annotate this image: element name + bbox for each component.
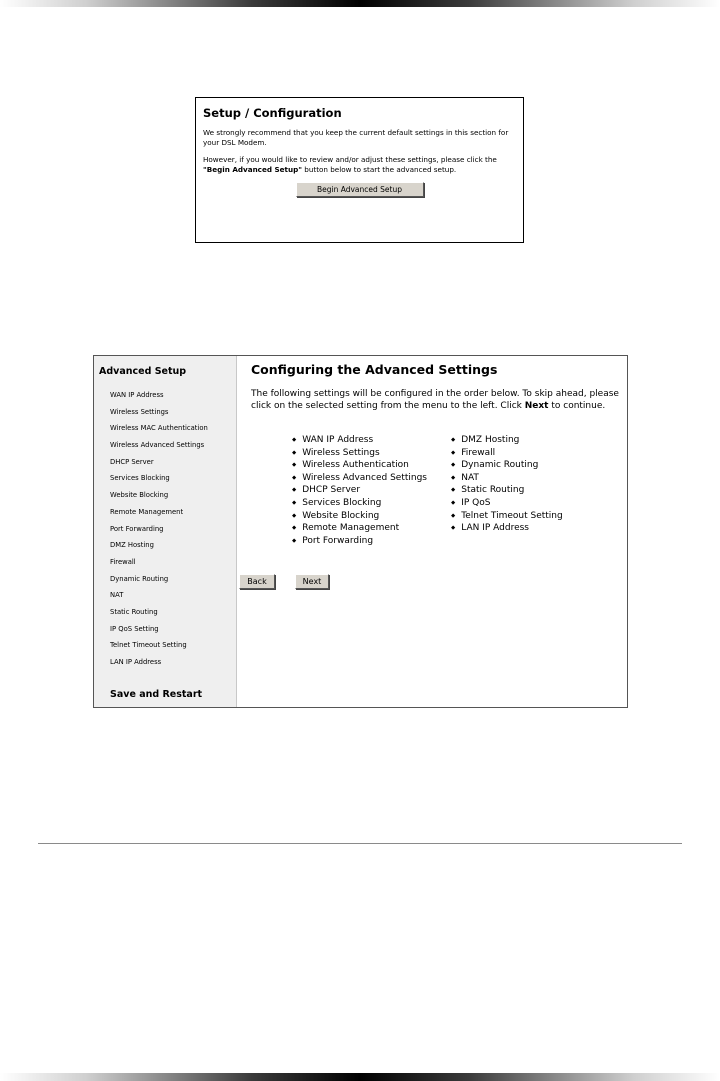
settings-list-item: ◆ Telnet Timeout Setting [451, 511, 563, 524]
advanced-setup-sidebar [94, 356, 237, 707]
settings-list-item: ◆ Dynamic Routing [451, 460, 563, 473]
setup-paragraph-2-text: However, if you would like to review and/or adjust these settings, please click the [203, 155, 497, 165]
setup-paragraph-1: We strongly recommend that you keep the current default settings in this section for your DSL Modem. [203, 128, 509, 147]
setup-title: Setup / Configuration [203, 106, 342, 120]
sidebar-menu-item[interactable]: NAT [110, 591, 124, 600]
page-divider [38, 843, 682, 844]
settings-list-item: ◆ LAN IP Address [451, 523, 563, 536]
settings-list-item: ◆ Firewall [451, 448, 563, 461]
sidebar-menu-item[interactable]: Port Forwarding [110, 524, 164, 533]
settings-list-item: ◆ IP QoS [451, 498, 563, 511]
begin-advanced-setup-button[interactable]: Begin Advanced Setup [296, 182, 424, 197]
settings-list-item: ◆ Services Blocking [292, 498, 427, 511]
setup-configuration-panel [195, 97, 524, 243]
sidebar-menu-item[interactable]: DHCP Server [110, 457, 154, 466]
settings-list-item: ◆ DHCP Server [292, 485, 427, 498]
save-and-restart-link[interactable]: Save and Restart [110, 689, 203, 700]
sidebar-menu-item[interactable]: Remote Management [110, 507, 184, 516]
sidebar-menu-item[interactable]: Firewall [110, 557, 136, 566]
sidebar-menu-item[interactable]: DMZ Hosting [110, 541, 154, 550]
sidebar-menu-item[interactable]: Wireless MAC Authentication [110, 424, 208, 433]
setup-paragraph-2-bold: "Begin Advanced Setup" [203, 164, 302, 174]
page-title: Configuring the Advanced Settings [251, 362, 498, 377]
bottom-decorative-bar [0, 1073, 720, 1081]
intro-text-end: to continue. [548, 400, 606, 411]
settings-list-item: ◆ Wireless Advanced Settings [292, 473, 427, 486]
settings-list-right [451, 435, 563, 536]
settings-list-item: ◆ Website Blocking [292, 511, 427, 524]
sidebar-menu-item[interactable]: Dynamic Routing [110, 574, 169, 583]
sidebar-menu-item[interactable]: Wireless Advanced Settings [110, 441, 205, 450]
intro-text-bold: Next [524, 400, 549, 411]
intro-text [251, 389, 621, 412]
sidebar-menu-item[interactable]: WAN IP Address [110, 391, 164, 399]
sidebar-menu [110, 391, 208, 675]
settings-list-item: ◆ Port Forwarding [292, 536, 427, 549]
sidebar-heading: Advanced Setup [99, 366, 187, 377]
settings-list-item: ◆ Wireless Settings [292, 448, 427, 461]
back-button[interactable]: Back [239, 574, 275, 589]
setup-paragraph-2-text-end: button below to start the advanced setup. [301, 164, 457, 174]
settings-list-item: ◆ WAN IP Address [292, 435, 427, 448]
sidebar-menu-item[interactable]: Services Blocking [110, 474, 170, 483]
sidebar-menu-item[interactable]: Wireless Settings [110, 407, 169, 416]
settings-list-item: ◆ DMZ Hosting [451, 435, 563, 448]
setup-paragraph-2 [203, 155, 516, 174]
advanced-main-content [251, 362, 621, 412]
sidebar-menu-item[interactable]: Telnet Timeout Setting [110, 641, 187, 650]
sidebar-menu-item[interactable]: LAN IP Address [110, 658, 162, 666]
sidebar-menu-item[interactable]: IP QoS Setting [110, 624, 159, 633]
settings-list-item: ◆ NAT [451, 473, 563, 486]
sidebar-menu-item[interactable]: Website Blocking [110, 491, 169, 500]
next-button[interactable]: Next [295, 574, 329, 589]
settings-list-item: ◆ Static Routing [451, 485, 563, 498]
advanced-settings-panel [93, 355, 628, 708]
settings-list-item: ◆ Remote Management [292, 523, 427, 536]
intro-text-start: The following settings will be configured in the order below. To skip ahead, please click on the selected setting from the menu to the left. Click [251, 389, 619, 411]
settings-list-item: ◆ Wireless Authentication [292, 460, 427, 473]
settings-list-left [292, 435, 427, 548]
sidebar-menu-item[interactable]: Static Routing [110, 607, 158, 616]
top-decorative-bar [0, 0, 720, 7]
